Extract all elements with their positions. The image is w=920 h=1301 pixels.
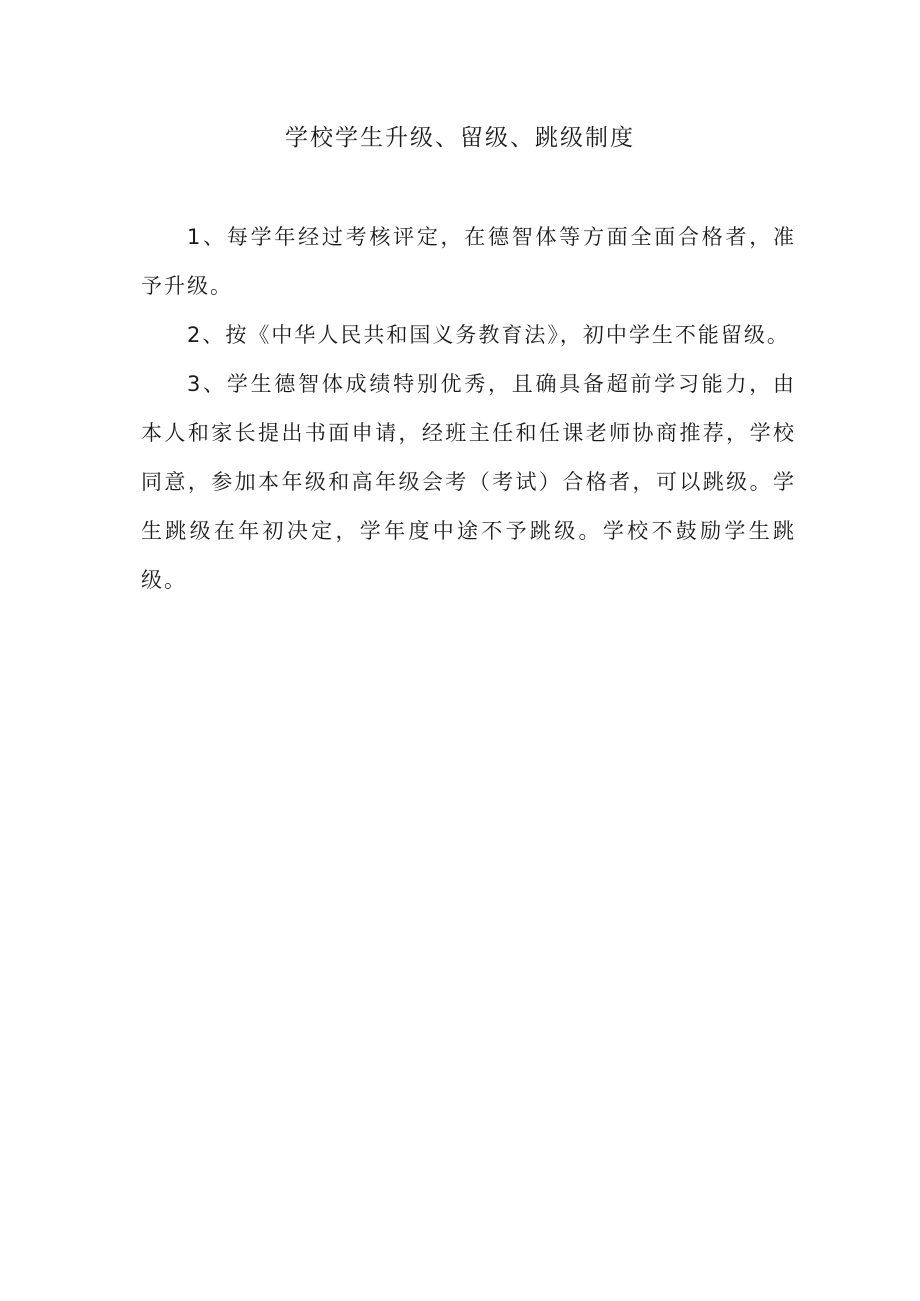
paragraph-grade-skipping: 3、学生德智体成绩特别优秀，且确具备超前学习能力，由本人和家长提出书面申请，经班主任和任课老师协商推荐，学校同意，参加本年级和高年级会考（考试）合格者，可以跳级。学生跳级在年初决定，学年度中途不予跳级。学校不鼓励学生跳级。 — [141, 372, 796, 592]
paragraph-promotion: 1、每学年经过考核评定，在德智体等方面全面合格者，准予升级。 — [141, 225, 796, 298]
document-title: 学校学生升级、留级、跳级制度 — [285, 125, 635, 151]
document-body — [141, 213, 796, 605]
paragraph-retention: 2、按《中华人民共和国义务教育法》，初中学生不能留级。 — [187, 323, 790, 347]
